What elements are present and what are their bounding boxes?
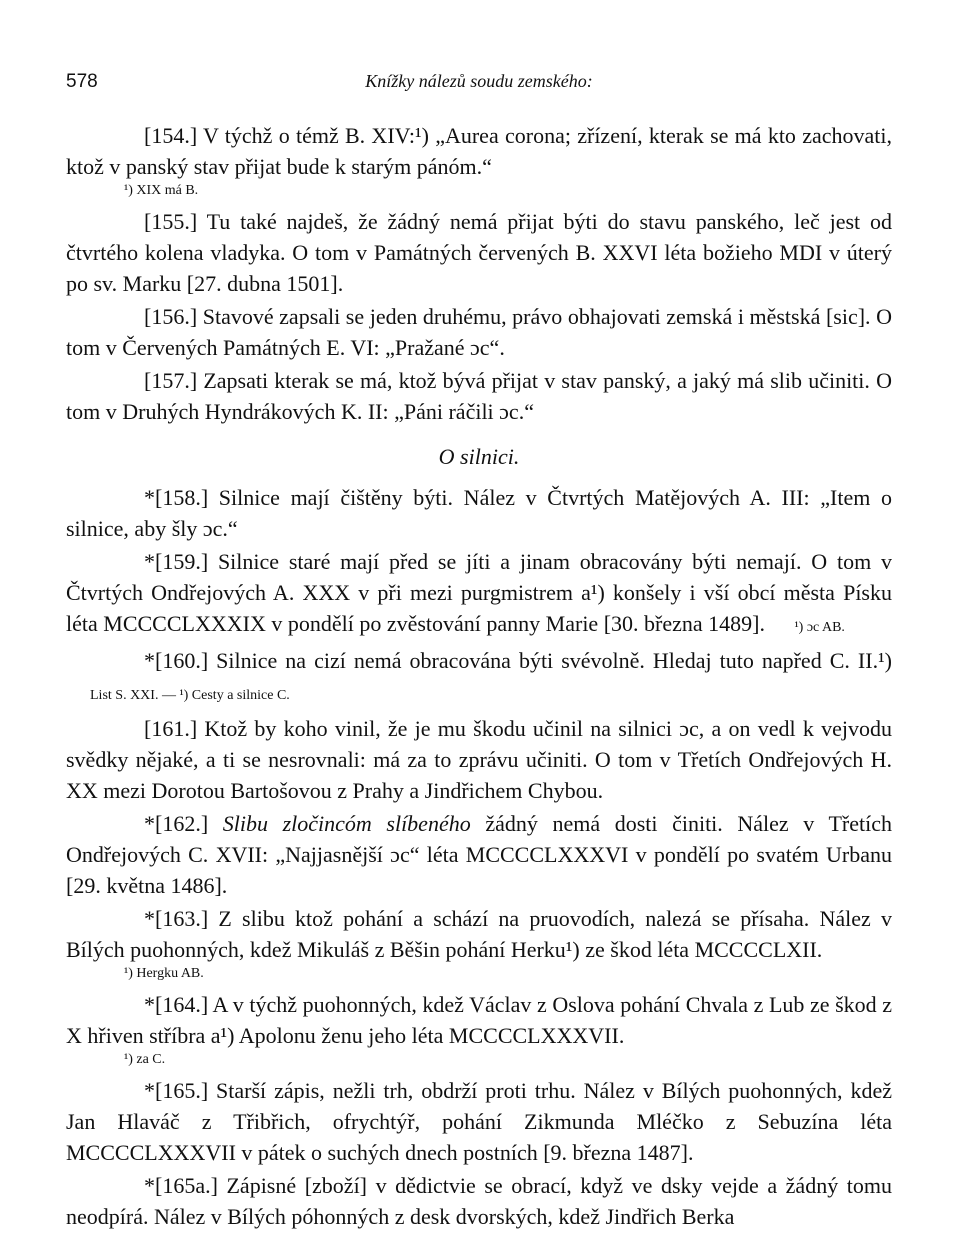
footnote-159: ¹) ɔc AB. [794, 620, 845, 635]
page-number: 578 [66, 71, 98, 92]
entry-156: [156.] Stavové zapsali se jeden druhému, právo obhajovati zemská i městská [sic]. O tom v Červených Památných E. VI: „Pražané ɔc“. [66, 304, 892, 360]
entry-157: [157.] Zapsati kterak se má, ktož bývá přijat v stav panský, a jaký má slib učiniti. O tom v Druhých Hyndrákových K. II: „Páni ráčili ɔc.“ [66, 368, 892, 424]
entry-155: [155.] Tu také najdeš, že žádný nemá přijat býti do stavu panského, leč jest od čtvrtého kolena vladyka. O tom v Památných červených B. XXVI léta božieho MDI v úterý po sv. Marku [27. dubna 1501]. [66, 209, 892, 296]
entry-154: [154.] V týchž o témž B. XIV:¹) „Aurea corona; zřízení, kterak se má kto zachovati, ktož v panský stav přijat bude k starým pánóm.“ [66, 123, 892, 179]
entry-162-start: *[162.] [144, 811, 223, 836]
section-heading: O silnici. [438, 444, 520, 469]
entry-165: *[165.] Starší zápis, nežli trh, obdrží proti trhu. Nález v Bílých puohonných, kdež Jan Hlaváč z Třibřich, ofrychtýř, pohání Zikmunda Mléčko z Sebuzína léta MCCCCLXXXVII v pátek o suchých dnech postních [9. března 1487]. [66, 1078, 892, 1165]
entry-159 [66, 546, 892, 643]
entry-160 [66, 645, 892, 711]
page-header [66, 66, 892, 96]
entry-158: *[158.] Silnice mají čištěny býti. Nález v Čtvrtých Matějových A. III: „Item o silnice, aby šly ɔc.“ [66, 485, 892, 541]
page-body [66, 118, 892, 1232]
entry-163: *[163.] Z slibu ktož pohání a schází na pruovodích, nalezá se přísaha. Nález v Bílých puohonných, kdež Mikuláš z Běšin pohání Herku¹) ze škod léta MCCCCLXII. [66, 906, 892, 962]
entry-165a: *[165a.] Zápisné [zboží] v dědictvie se obrací, když ve dsky vejde a žádný tomu neodpírá. Nález v Bílých póhonných z desk dvorských, kdež Jindřich Berka [66, 1173, 892, 1229]
footnote-154: ¹) XIX má B. [124, 183, 199, 198]
entry-162-italic: Slibu zločincóm slíbeného [222, 811, 471, 836]
entry-162-end: žádný nemá dosti činiti. Nález v Třetích Ondřejových C. XVII: „Najjasnější ɔc“ léta MCCCCLXXXVI v pondělí po svatém Urbanu [29. května 1486]. [66, 811, 893, 898]
entry-161: [161.] Ktož by koho vinil, že je mu škodu učinil na silnici ɔc, a on vedl k vejvodu svědky nějaké, a ti se nesrovnali: má za to zprávu učiniti. O tom v Třetích Ondřejových H. XX mezi Dorotou Bartošovou z Prahy a Jindřichem Chybou. [66, 716, 892, 803]
entry-162 [66, 808, 892, 901]
entry-164: *[164.] A v týchž puohonných, kdež Václav z Oslova pohání Chvala z Lub ze škod z X hřiven stříbra a¹) Apolonu ženu jeho léta MCCCCLXXXVII. [66, 992, 892, 1048]
footnote-160: List S. XXI. — ¹) Cesty a silnice C. [90, 688, 290, 703]
entry-160-text: *[160.] Silnice na cizí nemá obracována býti svévolně. Hledaj tuto napřed C. II.¹) [144, 648, 892, 673]
running-title: Knížky nálezů soudu zemského: [365, 71, 593, 91]
entry-159-text: *[159.] Silnice staré mají před se jíti a jinam obracovány býti nemají. O tom v Čtvrtých Ondřejových A. XXX v při mezi purgmistrem a¹) konšely i vší obcí města Písku léta MCCCCLXXXIX v pondělí po zvěstování panny Marie [30. března 1489]. [66, 549, 892, 636]
footnote-164: ¹) za C. [124, 1052, 166, 1067]
footnote-163: ¹) Hergku AB. [124, 966, 204, 981]
